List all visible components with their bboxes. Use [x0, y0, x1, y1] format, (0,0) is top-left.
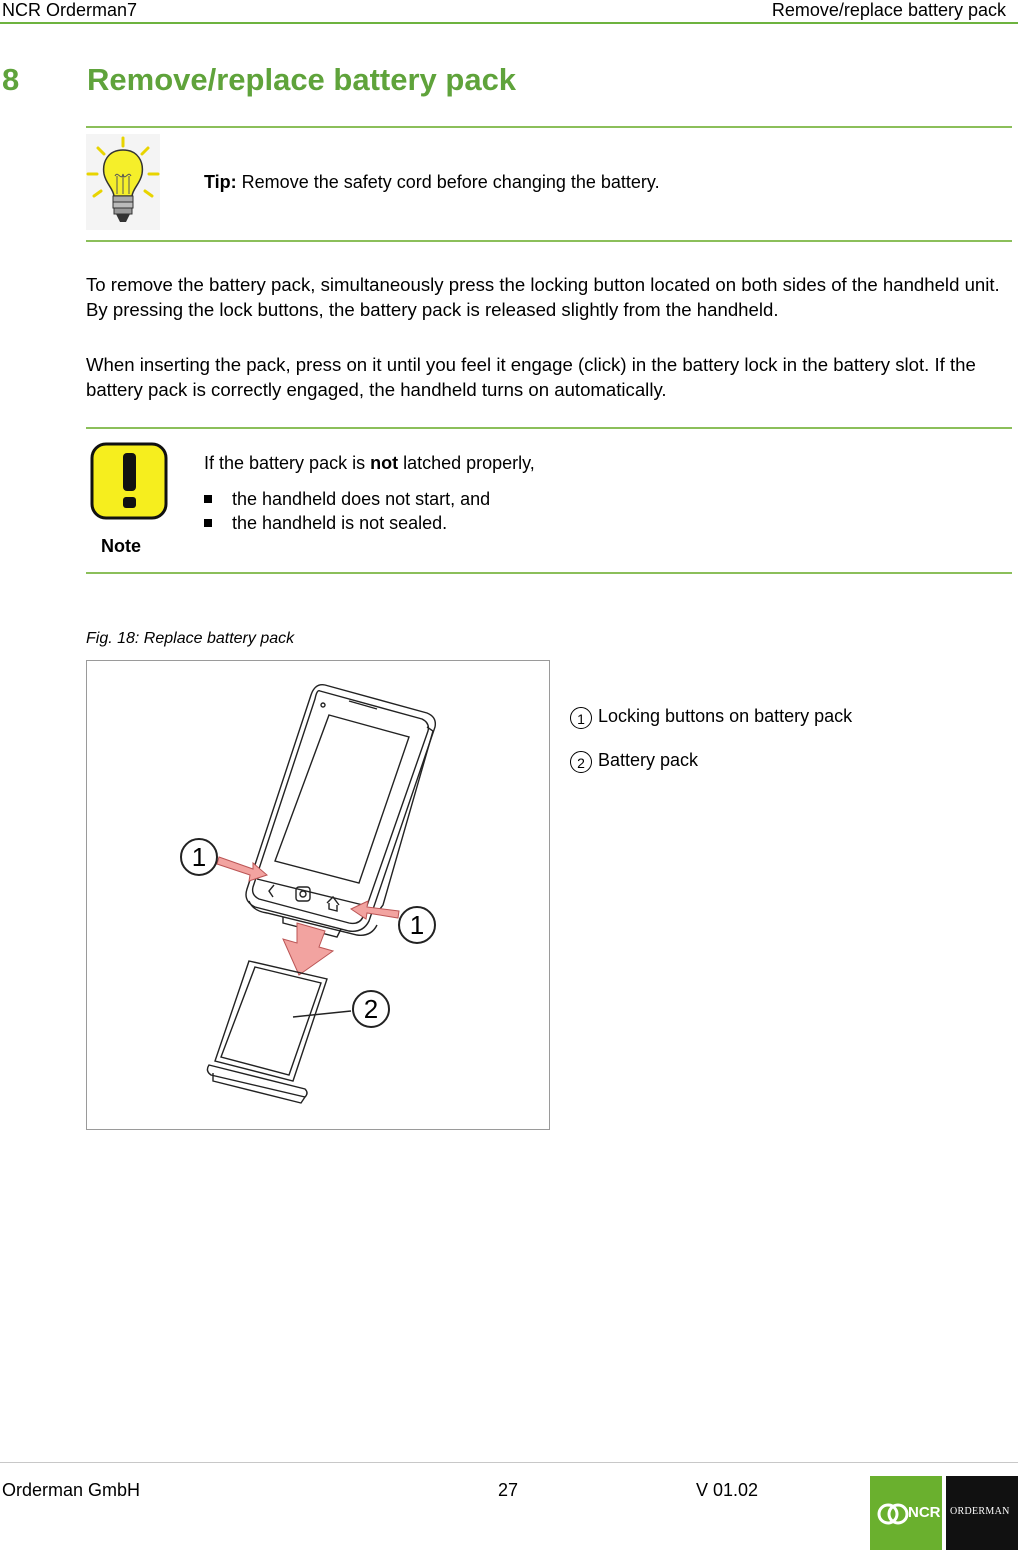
- note-bullet: [204, 489, 490, 510]
- header-section-title: Remove/replace battery pack: [771, 0, 1006, 20]
- legend-item: [570, 706, 852, 729]
- lightbulb-icon: [86, 134, 160, 230]
- header-doc-title: NCR Orderman7: [2, 0, 138, 20]
- legend-number: 2: [570, 751, 592, 773]
- legend-text: Locking buttons on battery pack: [598, 706, 853, 726]
- footer-page-number: 27: [498, 1480, 519, 1500]
- note-lead-bold: not: [370, 453, 399, 473]
- note-bullet-text: the handheld does not start, and: [232, 489, 491, 509]
- legend-text: Battery pack: [598, 750, 699, 770]
- tip-label: Tip:: [204, 172, 237, 192]
- warning-exclamation-icon: [89, 441, 169, 521]
- figure-frame: [86, 660, 550, 1130]
- callout-1-right: 1: [409, 910, 425, 940]
- tip-text: [204, 172, 660, 193]
- note-lead-text: If the battery pack is: [204, 453, 371, 473]
- note-lead: [204, 453, 535, 474]
- note-bottom-rule: [86, 572, 1012, 574]
- header-rule: [0, 22, 1018, 24]
- note-label: Note: [101, 536, 141, 556]
- square-bullet-icon: [204, 495, 212, 503]
- tip-bottom-rule: [86, 240, 1012, 242]
- chapter-number: 8: [2, 62, 20, 97]
- paragraph-remove: To remove the battery pack, simultaneously press the locking button located on both sides of the handheld unit. By pressing the lock buttons, the battery pack is released slightly from the handheld.: [86, 274, 1000, 320]
- square-bullet-icon: [204, 519, 212, 527]
- orderman-logo-text: ORDERMAN: [950, 1506, 1010, 1517]
- callout-1-left: 1: [191, 842, 207, 872]
- callout-2: 2: [363, 994, 379, 1024]
- footer-company: Orderman GmbH: [2, 1480, 141, 1500]
- paragraph-insert: When inserting the pack, press on it until you feel it engage (click) in the battery lock in the battery slot. If the battery pack is correctly engaged, the handheld turns on automatically.: [86, 354, 976, 400]
- footer-version: V 01.02: [696, 1480, 759, 1500]
- footer-rule: [0, 1462, 1018, 1463]
- ncr-logo-text: NCR: [908, 1504, 941, 1521]
- tip-top-rule: [86, 126, 1012, 128]
- legend-item: [570, 750, 698, 773]
- battery-replacement-illustration: [87, 661, 549, 1129]
- chapter-title: Remove/replace battery pack: [87, 62, 517, 97]
- note-bullet-text: the handheld is not sealed.: [232, 513, 448, 533]
- ncr-logo: [870, 1476, 942, 1550]
- orderman-logo: [946, 1476, 1018, 1550]
- legend-number: 1: [570, 707, 592, 729]
- note-lead-end: latched properly,: [398, 453, 535, 473]
- note-top-rule: [86, 427, 1012, 429]
- tip-body: Remove the safety cord before changing the battery.: [236, 172, 660, 192]
- figure-caption: Fig. 18: Replace battery pack: [86, 630, 295, 647]
- note-bullet: [204, 513, 447, 534]
